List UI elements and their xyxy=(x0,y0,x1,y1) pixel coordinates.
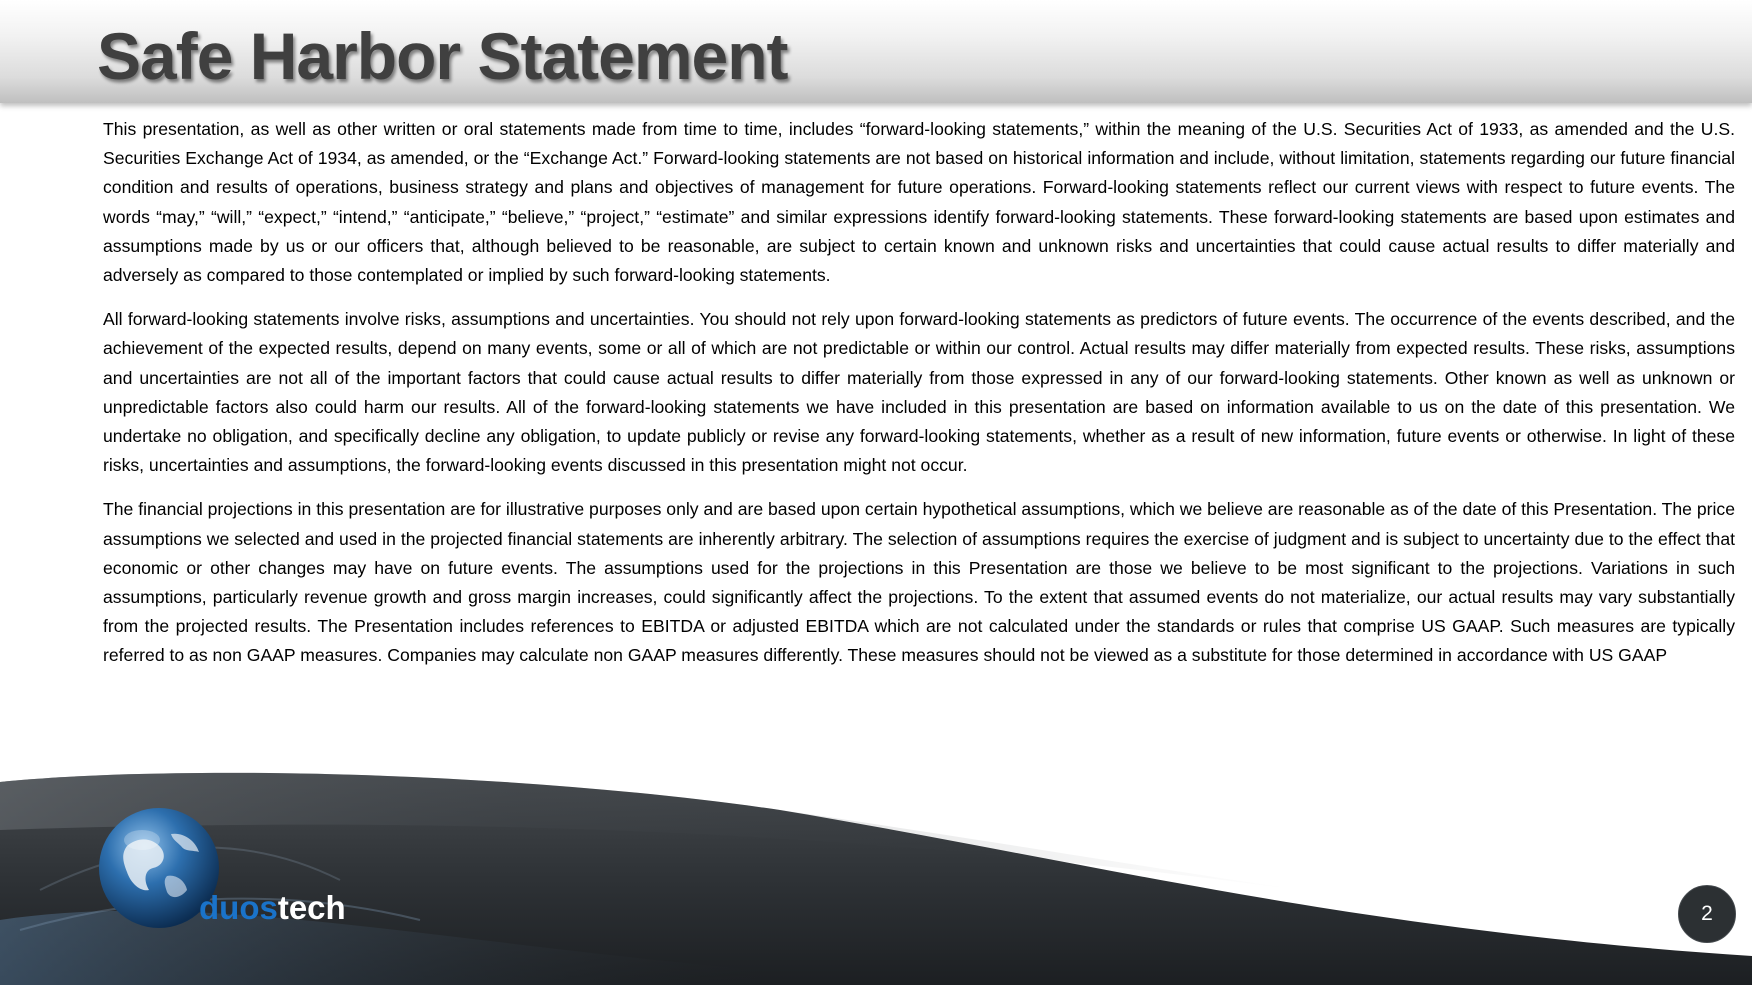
footer-wave xyxy=(0,770,1752,985)
paragraph-risks: All forward-looking statements involve risks, assumptions and uncertainties. You should not rely upon forward-looking statements as predictors of future events. The occurrence of the events described, and the achievement of the expected results, depend on many events, some or all of which are not predictable or within our control. Actual results may differ materially from expected results. These risks, assumptions and uncertainties are not all of the important factors that could cause actual results to differ materially from those expressed in any of our forward-looking statements. Other known as well as unknown or unpredictable factors also could harm our results. All of the forward-looking statements we have included in this presentation are based on information available to us on the date of this presentation. We undertake no obligation, and specifically decline any obligation, to update publicly or revise any forward-looking statements, whether as a result of new information, future events or otherwise. In light of these risks, uncertainties and assumptions, the forward-looking events discussed in this presentation might not occur. xyxy=(103,309,1735,476)
duostech-logo xyxy=(199,888,346,928)
title-bar xyxy=(0,0,1752,103)
paragraph-projections: The financial projections in this presentation are for illustrative purposes only and are based upon certain hypothetical assumptions, which we believe are reasonable as of the date of this Presentation. The price assumptions we selected and used in the projected financial statements are inherently arbitrary. The selection of assumptions requires the exercise of judgment and is subject to uncertainty due to the effect that economic or other changes may have on future events. The assumptions used for the projections in this Presentation are those we believe to be most significant to the projections. Variations in such assumptions, particularly revenue growth and gross margin increases, could significantly affect the projections. To the extent that assumed events do not materialize, our actual results may vary substantially from the projected results. The Presentation includes references to EBITDA or adjusted EBITDA which are not calculated under the standards or rules that comprise US GAAP. Such measures are typically referred to as non GAAP measures. Companies may calculate non GAAP measures differently. These measures should not be viewed as a substitute for those determined in accordance with US GAAP xyxy=(103,499,1735,666)
logo-tech: tech xyxy=(277,889,346,926)
page-title: Safe Harbor Statement xyxy=(97,19,788,93)
paragraph-forward-looking: This presentation, as well as other written or oral statements made from time to time, includes “forward-looking statements,” within the meaning of the U.S. Securities Act of 1933, as amended and the U.S. Securities Exchange Act of 1934, as amended, or the “Exchange Act.” Forward-looking statements are not based on historical information and include, without limitation, statements regarding our future financial condition and results of operations, business strategy and plans and objectives of management for future operations. Forward-looking statements reflect our current views with respect to future events. The words “may,” “will,” “expect,” “intend,” “anticipate,” “believe,” “project,” “estimate” and similar expressions identify forward-looking statements. These forward-looking statements are based upon estimates and assumptions made by us or our officers that, although believed to be reasonable, are subject to certain known and unknown risks and uncertainties that could cause actual results to differ materially and adversely as compared to those contemplated or implied by such forward-looking statements. xyxy=(103,119,1735,286)
statement-body xyxy=(103,115,1735,686)
logo-duos: duos xyxy=(199,889,278,926)
page-number-badge: 2 xyxy=(1678,885,1736,943)
